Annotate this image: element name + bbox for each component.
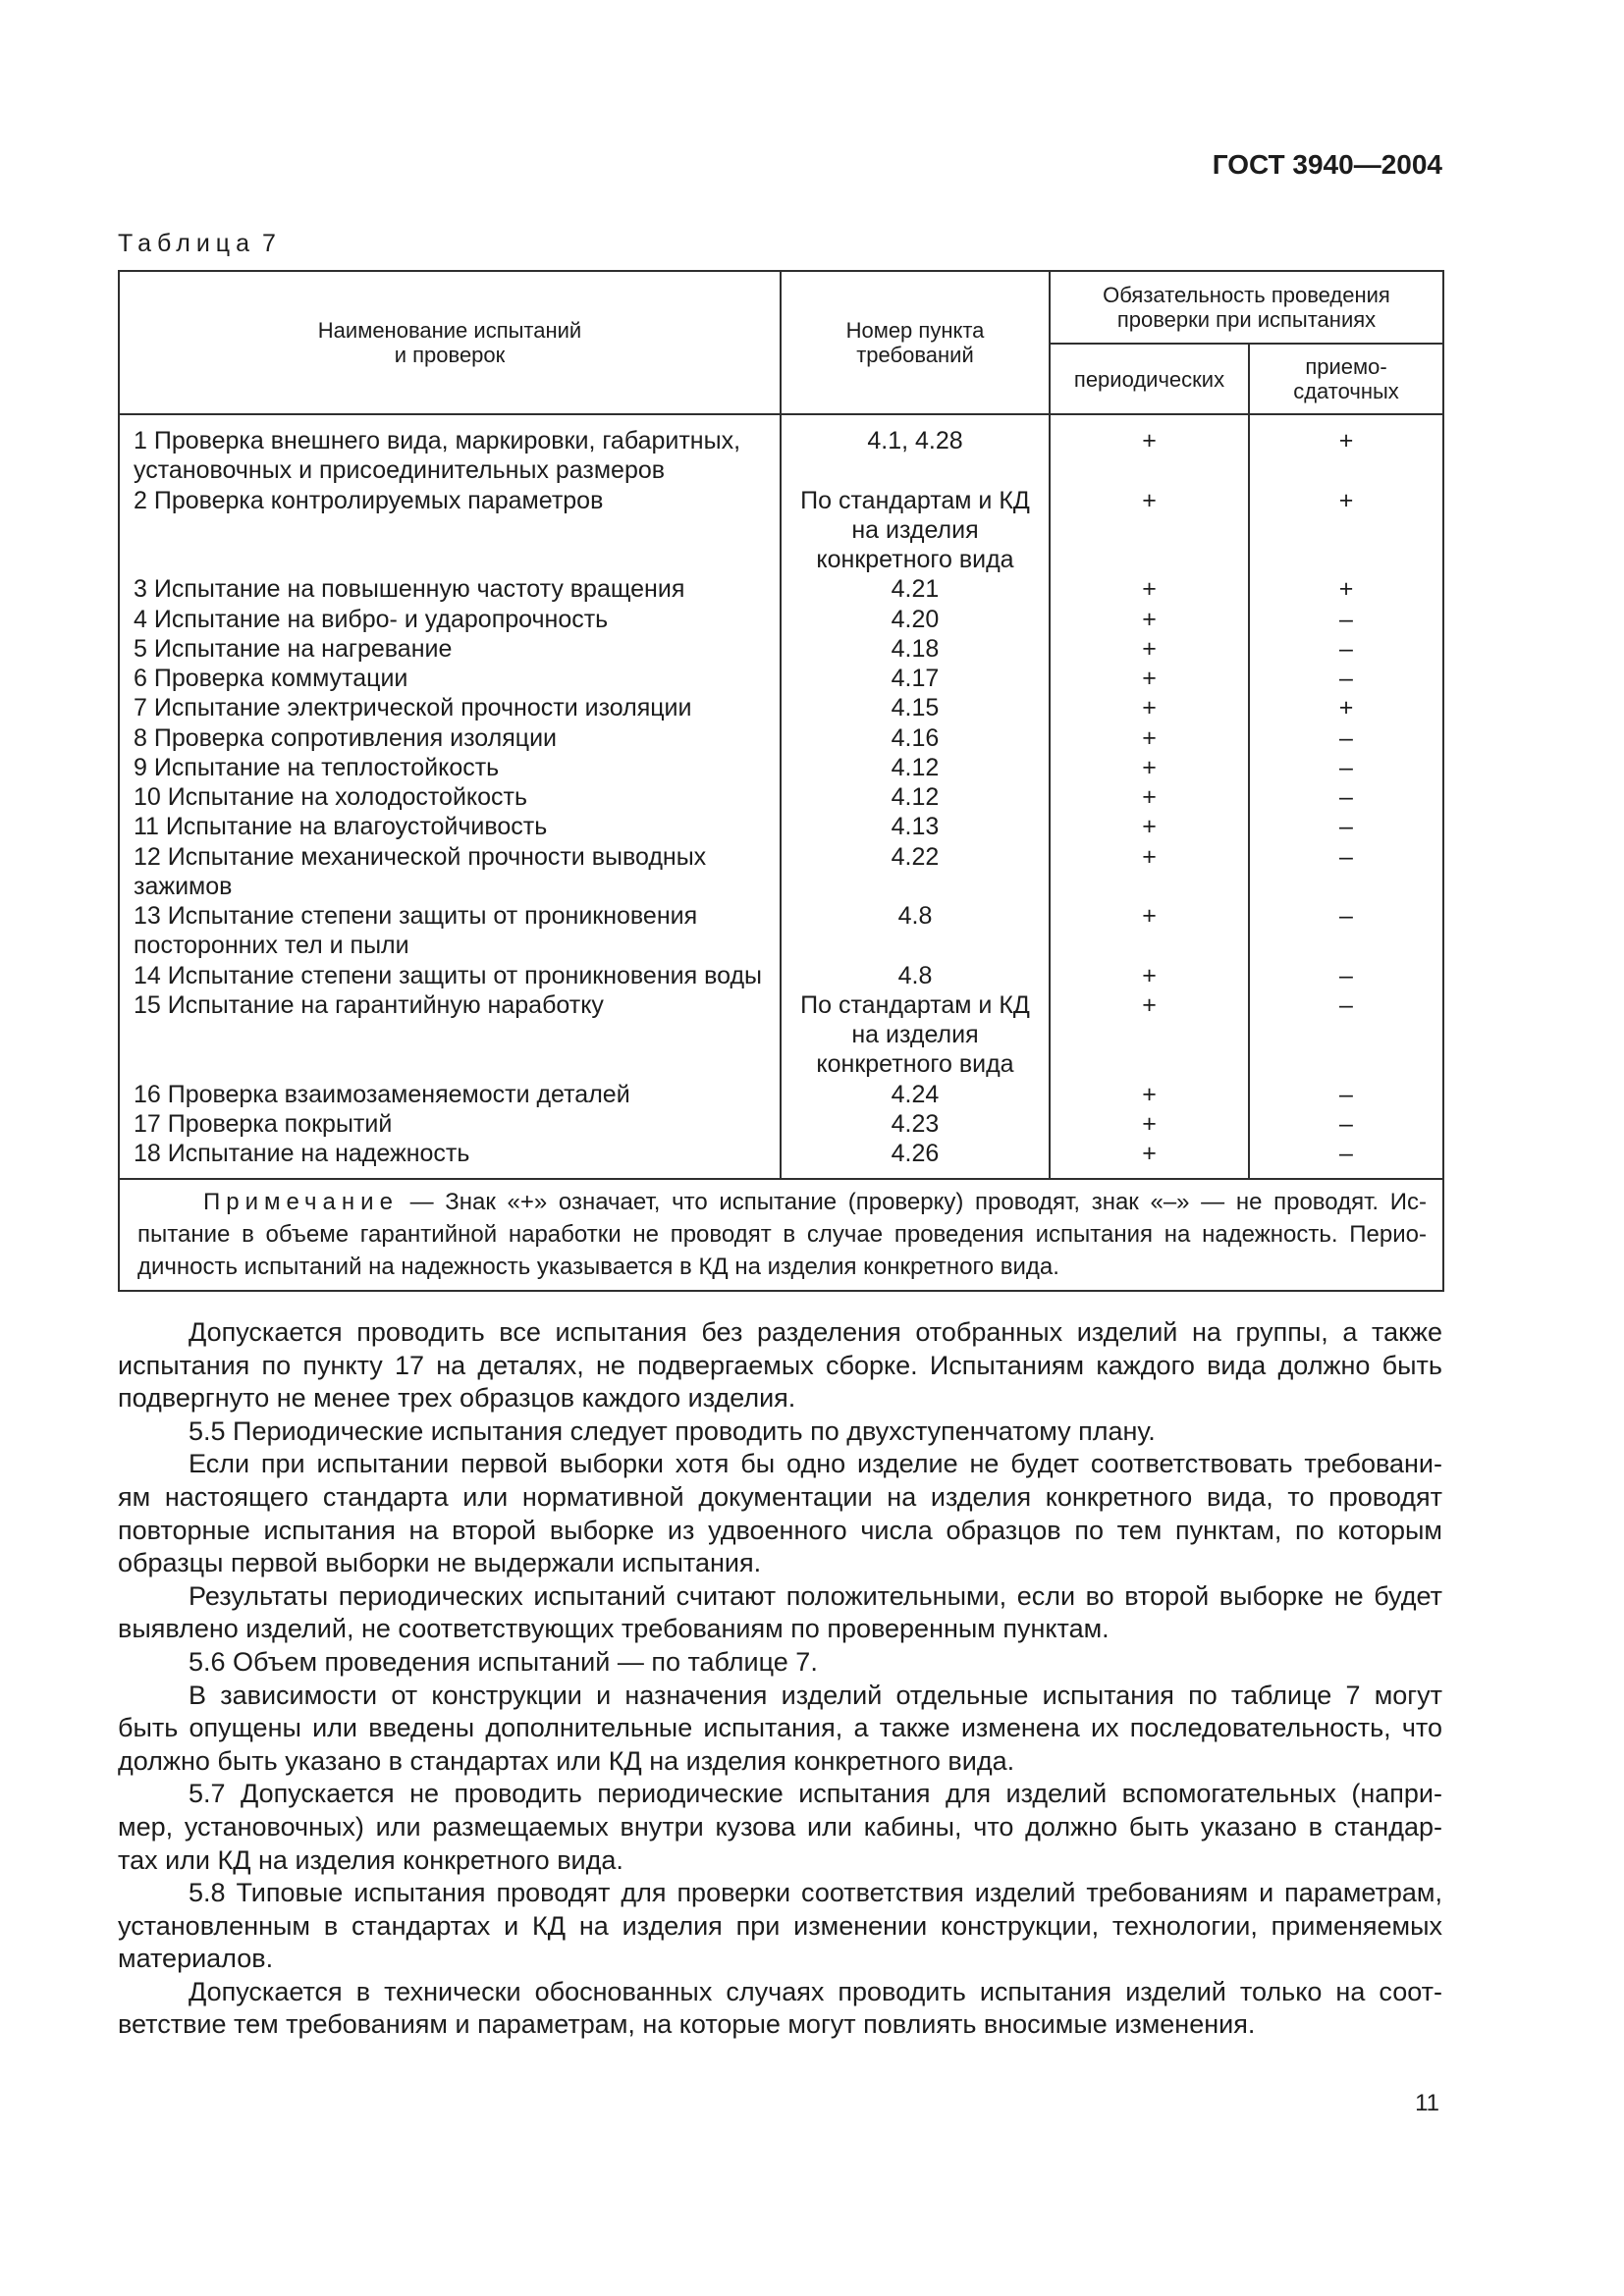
table-row xyxy=(119,782,1443,812)
paragraph xyxy=(118,1316,1442,1415)
acceptance-mark-cell: + xyxy=(1249,574,1443,604)
table-row xyxy=(119,1139,1443,1179)
test-name-line: 2 Проверка контролируемых параметров xyxy=(134,486,604,514)
clause-number-line: 4.26 xyxy=(891,1140,940,1167)
test-name-cell xyxy=(119,414,781,486)
note-line xyxy=(137,1186,1427,1218)
acceptance-mark-cell: – xyxy=(1249,1139,1443,1179)
clause-number-line: на изделия xyxy=(851,515,979,544)
periodic-mark-cell: + xyxy=(1050,990,1249,1080)
table-header-row xyxy=(119,271,1443,344)
table-row xyxy=(119,574,1443,604)
test-name-line: 5 Испытание на нагревание xyxy=(134,634,453,663)
paragraph xyxy=(118,1646,1442,1680)
periodic-mark-cell: + xyxy=(1050,664,1249,693)
test-name-line: 1 Проверка внешнего вида, маркировки, габаритных, xyxy=(134,427,741,454)
test-name-line: 11 Испытание на влагоустойчивость xyxy=(134,813,548,841)
acceptance-mark-cell: – xyxy=(1249,1109,1443,1139)
paragraph-line: установленным в стандартах и КД на изделия при изменении конструкции, технологии, применяемых xyxy=(118,1910,1442,1941)
clause-number-cell xyxy=(781,1080,1050,1109)
acceptance-mark-cell: – xyxy=(1249,842,1443,902)
column-header-acceptance xyxy=(1249,344,1443,414)
paragraph xyxy=(118,1580,1442,1646)
table-note-row xyxy=(119,1179,1443,1291)
table-row xyxy=(119,753,1443,782)
tests-table xyxy=(118,270,1444,1292)
test-name-cell xyxy=(119,812,781,841)
test-name-line: посторонних тел и пыли xyxy=(134,932,409,960)
periodic-mark-cell: + xyxy=(1050,634,1249,664)
acceptance-mark-cell: – xyxy=(1249,961,1443,990)
table-row xyxy=(119,486,1443,575)
paragraph xyxy=(118,1680,1442,1779)
column-header-clause-number xyxy=(781,271,1050,414)
table-note-section xyxy=(119,1179,1443,1291)
note-label: Примечание xyxy=(203,1189,399,1216)
note-text: — Знак «+» означает, что испытание (проверку) проводят, знак «–» — не проводят. Ис- xyxy=(409,1189,1428,1216)
header-line: и проверок xyxy=(394,343,506,367)
clause-number-line: По стандартам и КД xyxy=(800,486,1030,514)
clause-number-line: на изделия xyxy=(851,1021,979,1048)
table-caption-number: 7 xyxy=(261,230,276,257)
clause-number-cell xyxy=(781,486,1050,575)
header-line: Обязательность проведения xyxy=(1103,283,1390,307)
paragraph-line: 5.5 Периодические испытания следует проводить по двухступенчатому плану. xyxy=(189,1415,1156,1446)
paragraph-line: Допускается в технически обоснованных случаях проводить испытания изделий только на соот- xyxy=(189,1976,1442,2006)
paragraph-line: подвергнуто не менее трех образцов каждого изделия. xyxy=(118,1383,796,1414)
paragraph-line: 5.7 Допускается не проводить периодические испытания для изделий вспомогательных (напри- xyxy=(189,1779,1442,1809)
header-line: проверки при испытаниях xyxy=(1116,307,1377,332)
table-row xyxy=(119,723,1443,753)
paragraph-line: должно быть указано в стандартах или КД на изделия конкретного вида. xyxy=(118,1745,1015,1776)
table-row xyxy=(119,634,1443,664)
test-name-line: 9 Испытание на теплостойкость xyxy=(134,753,500,781)
header-line: сдаточных xyxy=(1293,379,1399,403)
clause-number-line: По стандартам и КД xyxy=(800,990,1030,1019)
table-caption-label: Таблица xyxy=(118,230,256,257)
page-number: 11 xyxy=(1415,2090,1439,2116)
paragraph-line: 5.6 Объем проведения испытаний — по таблице 7. xyxy=(189,1646,818,1677)
header-line: периодических xyxy=(1073,366,1225,392)
test-name-cell xyxy=(119,664,781,693)
test-name-line: 16 Проверка взаимозаменяемости деталей xyxy=(134,1080,630,1108)
periodic-mark-cell: + xyxy=(1050,753,1249,782)
test-name-cell xyxy=(119,605,781,634)
body-text xyxy=(118,1316,1442,2042)
column-header-test-name xyxy=(119,271,781,414)
acceptance-mark-cell: + xyxy=(1249,693,1443,722)
clause-number-line: 4.1, 4.28 xyxy=(867,427,963,454)
paragraph xyxy=(118,1415,1442,1449)
periodic-mark-cell: + xyxy=(1050,574,1249,604)
table-row xyxy=(119,414,1443,486)
test-name-line: 15 Испытание на гарантийную наработку xyxy=(134,990,604,1019)
table-body xyxy=(119,414,1443,1179)
table-header xyxy=(119,271,1443,414)
header-line: требований xyxy=(856,343,974,367)
clause-number-cell xyxy=(781,1109,1050,1139)
acceptance-mark-cell: – xyxy=(1249,1080,1443,1109)
clause-number-cell xyxy=(781,842,1050,902)
clause-number-cell xyxy=(781,812,1050,841)
note-line: дичность испытаний на надежность указывается в КД на изделия конкретного вида. xyxy=(137,1254,1059,1281)
paragraph-line: ям настоящего стандарта или нормативной документации на изделия конкретного вида, то проводят xyxy=(118,1481,1442,1512)
paragraph-line: тах или КД на изделия конкретного вида. xyxy=(118,1844,623,1875)
periodic-mark-cell: + xyxy=(1050,961,1249,990)
paragraph xyxy=(118,1877,1442,1976)
periodic-mark-cell: + xyxy=(1050,693,1249,722)
paragraph-line: образцы первой выборки не выдержали испытания. xyxy=(118,1548,762,1578)
test-name-cell xyxy=(119,1080,781,1109)
table-row xyxy=(119,901,1443,961)
acceptance-mark-cell: – xyxy=(1249,782,1443,812)
clause-number-line: 4.20 xyxy=(891,605,940,633)
acceptance-mark-cell: + xyxy=(1249,414,1443,486)
test-name-cell xyxy=(119,990,781,1080)
paragraph-line: Результаты периодических испытаний считают положительными, если во второй выборке не будет xyxy=(189,1580,1442,1611)
acceptance-mark-cell: + xyxy=(1249,486,1443,575)
acceptance-mark-cell: – xyxy=(1249,664,1443,693)
test-name-cell xyxy=(119,901,781,961)
clause-number-line: 4.8 xyxy=(897,902,933,930)
periodic-mark-cell: + xyxy=(1050,842,1249,902)
clause-number-cell xyxy=(781,605,1050,634)
test-name-line: 13 Испытание степени защиты от проникновения xyxy=(134,902,698,930)
table-row xyxy=(119,1080,1443,1109)
note-line: пытание в объеме гарантийной наработки не проводят в случае проведения испытания на надежность. Перио- xyxy=(137,1221,1427,1249)
clause-number-line: 4.24 xyxy=(891,1080,940,1108)
paragraph-line: материалов. xyxy=(118,1944,274,1974)
test-name-cell xyxy=(119,634,781,664)
header-line: Наименование испытаний xyxy=(317,318,582,343)
test-name-cell xyxy=(119,1109,781,1139)
acceptance-mark-cell: – xyxy=(1249,753,1443,782)
test-name-line: 3 Испытание на повышенную частоту вращения xyxy=(134,575,685,604)
table-row xyxy=(119,961,1443,990)
periodic-mark-cell: + xyxy=(1050,723,1249,753)
clause-number-line: 4.18 xyxy=(891,634,940,663)
clause-number-line: 4.17 xyxy=(891,665,940,692)
header-line: Номер пункта xyxy=(845,318,985,343)
clause-number-line: 4.23 xyxy=(891,1109,940,1138)
test-name-cell xyxy=(119,486,781,575)
table-row xyxy=(119,664,1443,693)
test-name-line: 7 Испытание электрической прочности изоляции xyxy=(134,694,692,722)
column-header-obligation xyxy=(1050,271,1443,344)
periodic-mark-cell: + xyxy=(1050,605,1249,634)
clause-number-line: конкретного вида xyxy=(816,546,1014,573)
clause-number-cell xyxy=(781,782,1050,812)
paragraph-line: быть опущены или введены дополнительные испытания, а также изменена их последовательность, что xyxy=(118,1713,1442,1743)
clause-number-cell xyxy=(781,990,1050,1080)
clause-number-cell xyxy=(781,634,1050,664)
standard-designation: ГОСТ 3940—2004 xyxy=(1212,149,1442,180)
periodic-mark-cell: + xyxy=(1050,901,1249,961)
test-name-line: зажимов xyxy=(134,872,233,900)
periodic-mark-cell: + xyxy=(1050,1080,1249,1109)
clause-number-line: 4.16 xyxy=(891,723,940,752)
periodic-mark-cell: + xyxy=(1050,812,1249,841)
test-name-line: 18 Испытание на надежность xyxy=(134,1140,470,1167)
table-row xyxy=(119,842,1443,902)
test-name-line: 10 Испытание на холодостойкость xyxy=(134,783,528,811)
periodic-mark-cell: + xyxy=(1050,414,1249,486)
acceptance-mark-cell: – xyxy=(1249,723,1443,753)
clause-number-cell xyxy=(781,723,1050,753)
clause-number-cell xyxy=(781,901,1050,961)
test-name-line: 8 Проверка сопротивления изоляции xyxy=(134,723,557,752)
paragraph-line: 5.8 Типовые испытания проводят для проверки соответствия изделий требованиям и параметрам, xyxy=(189,1878,1442,1908)
test-name-line: 12 Испытание механической прочности выводных xyxy=(134,842,707,871)
test-name-line: 14 Испытание степени защиты от проникновения воды xyxy=(134,961,763,989)
clause-number-cell xyxy=(781,574,1050,604)
table-note xyxy=(119,1179,1443,1291)
test-name-cell xyxy=(119,1139,781,1179)
table-row xyxy=(119,812,1443,841)
paragraph-line: выявлено изделий, не соответствующих требованиям по проверенным пунктам. xyxy=(118,1614,1110,1644)
clause-number-line: 4.8 xyxy=(897,961,933,989)
paragraph xyxy=(118,1778,1442,1877)
test-name-cell xyxy=(119,842,781,902)
clause-number-line: 4.12 xyxy=(891,753,940,781)
clause-number-line: 4.21 xyxy=(891,575,940,604)
test-name-cell xyxy=(119,753,781,782)
periodic-mark-cell: + xyxy=(1050,1139,1249,1179)
clause-number-cell xyxy=(781,664,1050,693)
clause-number-cell xyxy=(781,961,1050,990)
paragraph-line: Допускается проводить все испытания без разделения отобранных изделий на группы, а также xyxy=(189,1317,1442,1347)
paragraph xyxy=(118,1976,1442,2042)
test-name-cell xyxy=(119,961,781,990)
test-name-line: установочных и присоединительных размеров xyxy=(134,456,666,485)
acceptance-mark-cell: – xyxy=(1249,634,1443,664)
clause-number-line: 4.15 xyxy=(891,694,940,722)
test-name-line: 6 Проверка коммутации xyxy=(134,665,408,692)
table-row xyxy=(119,605,1443,634)
acceptance-mark-cell: – xyxy=(1249,605,1443,634)
paragraph-line: ветствие тем требованиям и параметрам, на которые могут повлиять вносимые изменения. xyxy=(118,2009,1256,2040)
test-name-line: 17 Проверка покрытий xyxy=(134,1109,393,1138)
paragraph xyxy=(118,1448,1442,1579)
acceptance-mark-cell: – xyxy=(1249,812,1443,841)
header-line: приемо- xyxy=(1305,354,1387,379)
clause-number-line: 4.12 xyxy=(891,783,940,811)
clause-number-cell xyxy=(781,414,1050,486)
paragraph-line: повторные испытания на второй выборке из удвоенного числа образцов по тем пунктам, по которым xyxy=(118,1515,1442,1545)
table-row xyxy=(119,990,1443,1080)
paragraph-line: испытания по пункту 17 на деталях, не подвергаемых сборке. Испытаниям каждого вида должно быть xyxy=(118,1350,1442,1380)
clause-number-cell xyxy=(781,753,1050,782)
test-name-cell xyxy=(119,782,781,812)
acceptance-mark-cell: – xyxy=(1249,990,1443,1080)
clause-number-line: 4.13 xyxy=(891,813,940,841)
table-row xyxy=(119,693,1443,722)
paragraph-line: В зависимости от конструкции и назначения изделий отдельные испытания по таблице 7 могут xyxy=(189,1680,1442,1710)
test-name-line: 4 Испытание на вибро- и ударопрочность xyxy=(134,605,609,633)
periodic-mark-cell: + xyxy=(1050,1109,1249,1139)
test-name-cell xyxy=(119,574,781,604)
table-caption xyxy=(118,229,276,258)
paragraph-line: мер, установочных) или размещаемых внутри кузова или кабины, что должно быть указано в стандар- xyxy=(118,1811,1442,1842)
periodic-mark-cell: + xyxy=(1050,782,1249,812)
periodic-mark-cell: + xyxy=(1050,486,1249,575)
table-row xyxy=(119,1109,1443,1139)
clause-number-line: 4.22 xyxy=(891,842,940,871)
clause-number-line: конкретного вида xyxy=(816,1050,1014,1079)
test-name-cell xyxy=(119,723,781,753)
column-header-periodic xyxy=(1050,344,1249,414)
acceptance-mark-cell: – xyxy=(1249,901,1443,961)
test-name-cell xyxy=(119,693,781,722)
clause-number-cell xyxy=(781,693,1050,722)
clause-number-cell xyxy=(781,1139,1050,1179)
paragraph-line: Если при испытании первой выборки хотя бы одно изделие не будет соответствовать требовани- xyxy=(189,1449,1442,1479)
